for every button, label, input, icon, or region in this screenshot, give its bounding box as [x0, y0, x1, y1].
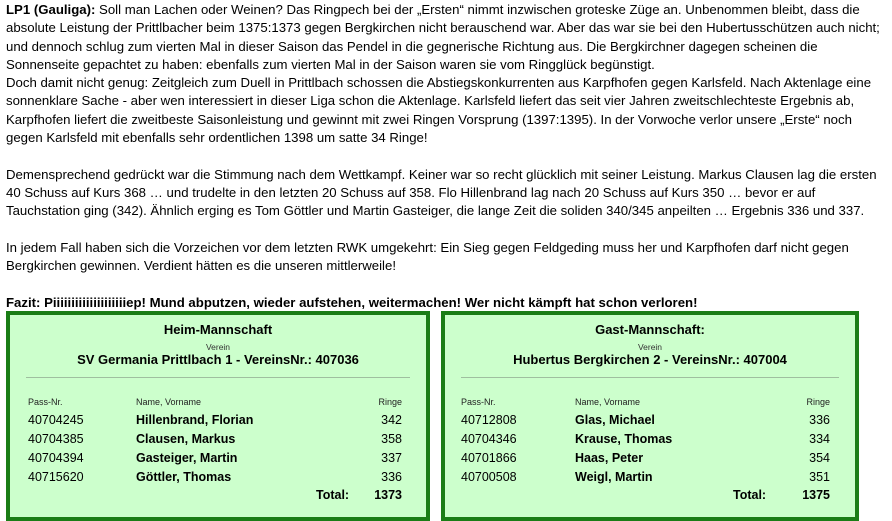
article-text	[6, 1, 890, 312]
ringe: 336	[809, 413, 830, 427]
guest-total: 1375	[802, 488, 830, 502]
paragraph-vorzeichen: In jedem Fall haben sich die Vorzeichen vor dem letzten RWK umgekehrt: Ein Sieg gegen Feldgeding muss her und Karpfhofen darf nicht gegen Bergkirchen gewinnen. Verdient hätten es die unseren mittlerweile!	[6, 239, 849, 274]
table-row	[10, 470, 426, 489]
home-total: 1373	[374, 488, 402, 502]
table-row	[445, 432, 855, 451]
intro-body: Soll man Lachen oder Weinen? Das Ringpech bei der „Ersten“ nimmt inzwischen groteske Züge an. Unbenommen bleibt, dass die absolute Leistung der Prittlbacher beim 1375:1373 gegen Bergkirchen nicht berauschend war. Aber das war sie bei den Hubertusschützen auch nicht; und dennoch schlug zum vierten Mal in dieser Saison das Pendel in die gegnerische Richtung aus. Die Bergkirchner dagegen scheinen die Sonnenseite gepachtet zu haben: ebenfalls zum vierten Mal in der Saison waren sie vom Ringglück begünstigt.	[6, 2, 880, 72]
guest-col-pass: Pass-Nr.	[461, 397, 496, 407]
pass-nr: 40700508	[461, 470, 517, 484]
home-col-name: Name, Vorname	[136, 397, 202, 407]
ringe: 351	[809, 470, 830, 484]
table-row	[445, 413, 855, 432]
pass-nr: 40715620	[28, 470, 84, 484]
player-name: Clausen, Markus	[136, 432, 236, 446]
table-row	[10, 432, 426, 451]
guest-verein-label: Verein	[637, 342, 663, 352]
home-col-pass: Pass-Nr.	[28, 397, 63, 407]
guest-club: Hubertus Bergkirchen 2 - VereinsNr.: 407004	[513, 352, 787, 367]
table-row	[445, 451, 855, 470]
guest-col-ringe: Ringe	[806, 397, 830, 407]
ringe: 337	[381, 451, 402, 465]
paragraph-stimmung: Demensprechend gedrückt war die Stimmung nach dem Wettkampf. Keiner war so recht glücklich mit seiner Leistung. Markus Clausen lag die ersten 40 Schuss auf Kurs 368 … und trudelte in den letzten 20 Schuss auf 358. Flo Hillenbrand lag nach 20 Schuss auf Kurs 350 … bevor er auf Tauchstation ging (342). Ähnlich erging es Tom Göttler und Martin Gasteiger, die lange Zeit die soliden 340/345 anpeilten … Ergebnis 336 und 337.	[6, 166, 877, 219]
player-name: Weigl, Martin	[575, 470, 653, 484]
guest-heading: Gast-Mannschaft:	[595, 322, 705, 337]
player-name: Gasteiger, Martin	[136, 451, 238, 465]
ringe: 342	[381, 413, 402, 427]
paragraph-intro	[6, 1, 890, 74]
ringe: 336	[381, 470, 402, 484]
home-col-ringe: Ringe	[378, 397, 402, 407]
ringe: 354	[809, 451, 830, 465]
guest-team-box	[441, 311, 859, 521]
guest-divider	[461, 377, 839, 378]
pass-nr: 40712808	[461, 413, 517, 427]
guest-col-name: Name, Vorname	[575, 397, 641, 407]
pass-nr: 40704346	[461, 432, 517, 446]
fazit	[6, 294, 890, 312]
table-row	[445, 470, 855, 489]
pass-nr: 40704385	[28, 432, 84, 446]
home-verein-label: Verein	[205, 342, 231, 352]
guest-total-label: Total:	[733, 488, 767, 502]
pass-nr: 40704394	[28, 451, 84, 465]
home-club: SV Germania Prittlbach 1 - VereinsNr.: 407036	[77, 352, 359, 367]
table-row	[10, 413, 426, 432]
ringe: 358	[381, 432, 402, 446]
pass-nr: 40701866	[461, 451, 517, 465]
pass-nr: 40704245	[28, 413, 84, 427]
ringe: 334	[809, 432, 830, 446]
player-name: Hillenbrand, Florian	[136, 413, 254, 427]
player-name: Glas, Michael	[575, 413, 655, 427]
fazit-text: Fazit: Piiiiiiiiiiiiiiiiiiiiep! Mund abputzen, wieder aufstehen, weitermachen! Wer nicht kämpft hat schon verloren!	[6, 294, 698, 310]
player-name: Haas, Peter	[575, 451, 644, 465]
table-row	[10, 451, 426, 470]
home-total-label: Total:	[316, 488, 350, 502]
player-name: Göttler, Thomas	[136, 470, 232, 484]
league-title: LP1 (Gauliga):	[6, 2, 96, 17]
player-name: Krause, Thomas	[575, 432, 673, 446]
home-heading: Heim-Mannschaft	[163, 322, 273, 337]
home-team-box	[6, 311, 430, 521]
home-divider	[26, 377, 410, 378]
paragraph-karpfhofen: Doch damit nicht genug: Zeitgleich zum Duell in Prittlbach schossen die Abstiegskonkurrenten aus Karpfhofen gegen Karlsfeld. Nach Aktenlage eine sonnenklare Sache - aber wen interessiert in dieser Liga schon die Aktenlage. Karlsfeld liefert das seit vier Jahren zweitschlechteste Ergebnis ab, Karpfhofen liefert die zweitbeste Saisonleistung und gewinnt mit zwei Ringen Vorsprung (1397:1395). In der Vorwoche verlor unsere „Erste“ noch gegen Karlsfeld mit ebenfalls sehr ordentlichen 1398 um satte 34 Ringe!	[6, 75, 872, 146]
